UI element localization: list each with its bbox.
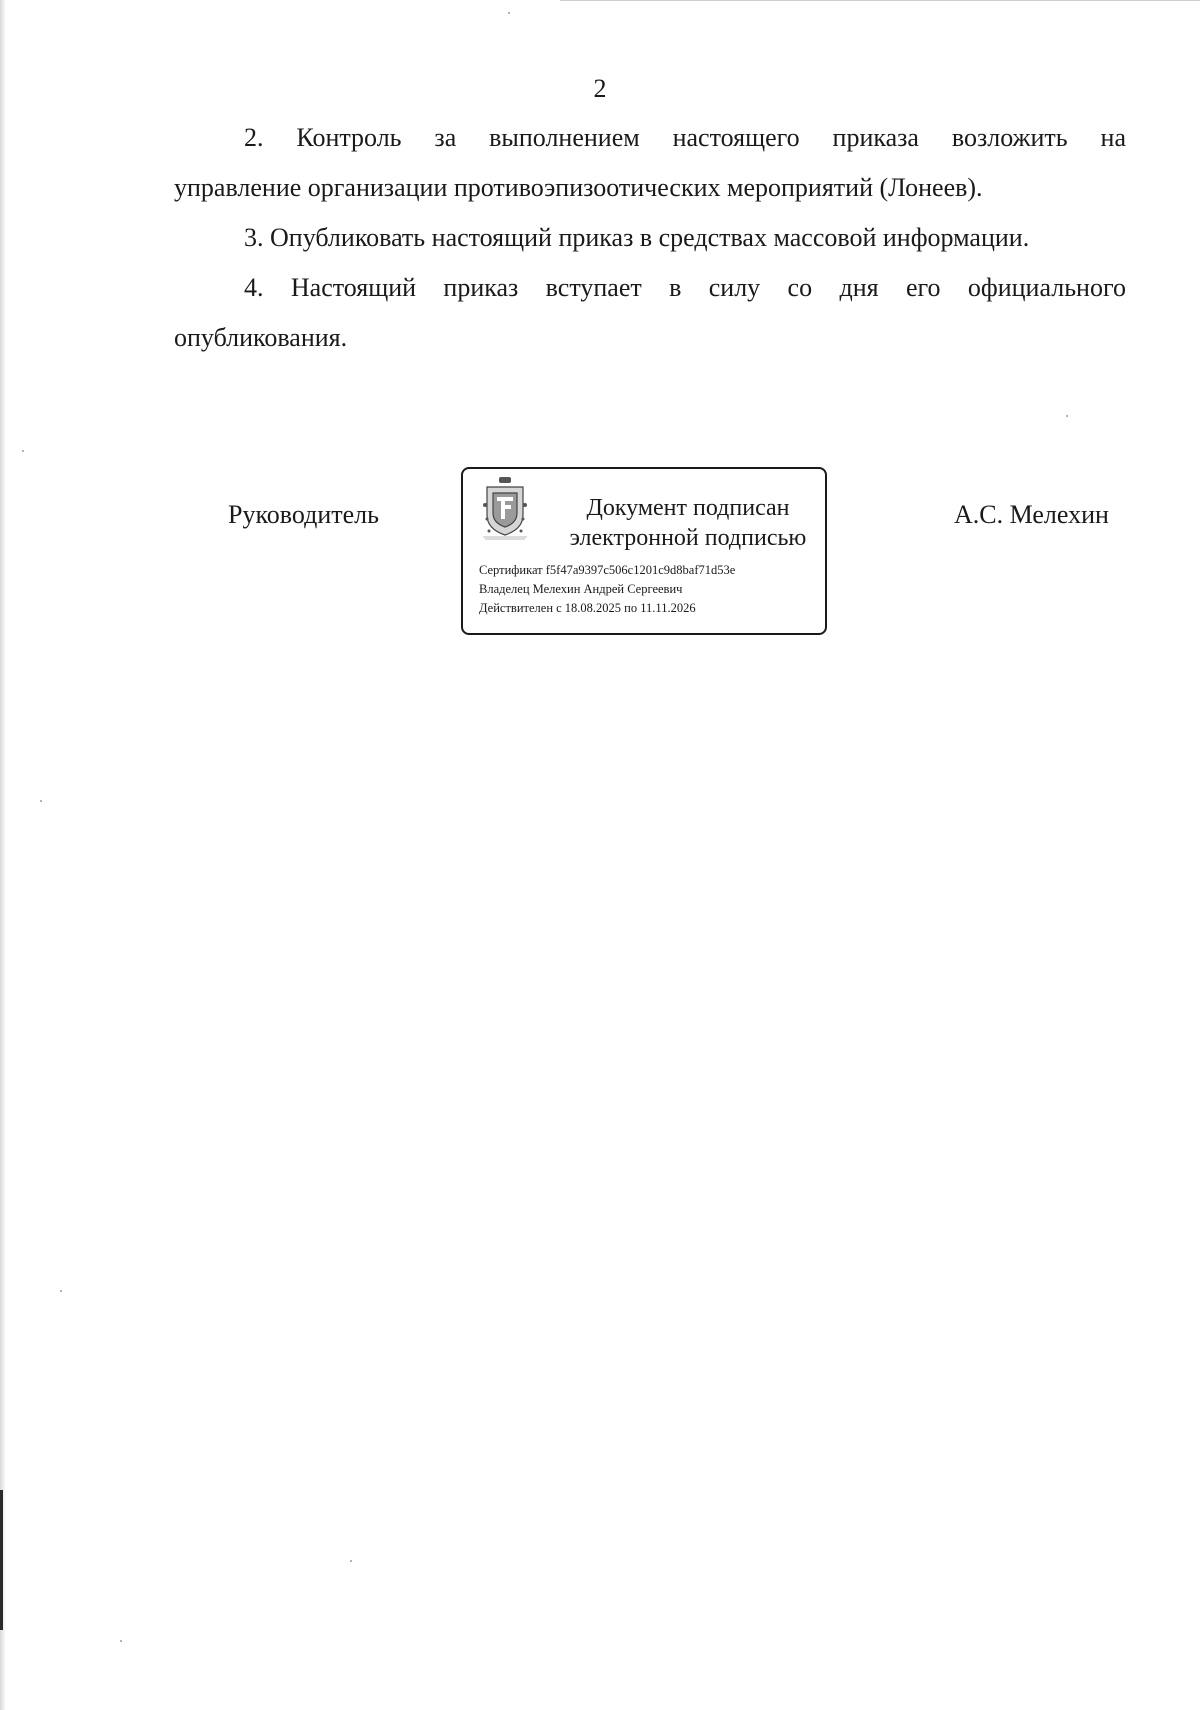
paragraph-4-line-1: 4. Настоящий приказ вступает в силу со дня его официального <box>244 273 1126 302</box>
stamp-validity: Действителен с 18.08.2025 по 11.11.2026 <box>479 601 696 615</box>
stamp-details <box>479 561 735 618</box>
page-number: 2 <box>593 74 607 103</box>
paragraph-3 <box>174 213 1126 263</box>
scan-speck <box>60 1290 62 1292</box>
signer-name: А.С. Мелехин <box>954 500 1109 529</box>
scan-speck <box>40 800 42 802</box>
scan-top-line <box>560 0 1200 1</box>
signer-title: Руководитель <box>228 500 379 529</box>
paragraph-3-line-1: 3. Опубликовать настоящий приказ в средствах массовой информации. <box>244 223 1030 252</box>
stamp-certificate: Сертификат f5f47a9397c506c1201c9d8baf71d53e <box>479 563 736 577</box>
paragraph-2-line-2: управление организации противоэпизоотических мероприятий (Лонеев). <box>174 173 983 202</box>
stamp-heading-line-2: электронной подписью <box>569 525 807 551</box>
scan-speck <box>350 1560 352 1562</box>
paragraph-2-line-1: 2. Контроль за выполнением настоящего приказа возложить на <box>244 123 1126 152</box>
scan-speck <box>508 12 510 14</box>
paragraph-2 <box>174 113 1126 213</box>
scan-speck <box>120 1640 122 1642</box>
stamp-owner: Владелец Мелехин Андрей Сергеевич <box>479 582 683 596</box>
stamp-heading-line-1: Документ подписан <box>586 495 790 521</box>
scan-edge-shadow <box>0 1490 3 1630</box>
coat-of-arms-icon <box>481 475 529 541</box>
scan-speck <box>22 450 24 452</box>
scan-edge <box>0 0 6 1710</box>
paragraph-4-line-2: опубликования. <box>174 323 348 352</box>
scan-speck <box>1066 415 1068 417</box>
electronic-signature-stamp <box>461 467 827 635</box>
paragraph-4 <box>174 263 1126 363</box>
stamp-heading <box>553 493 823 553</box>
